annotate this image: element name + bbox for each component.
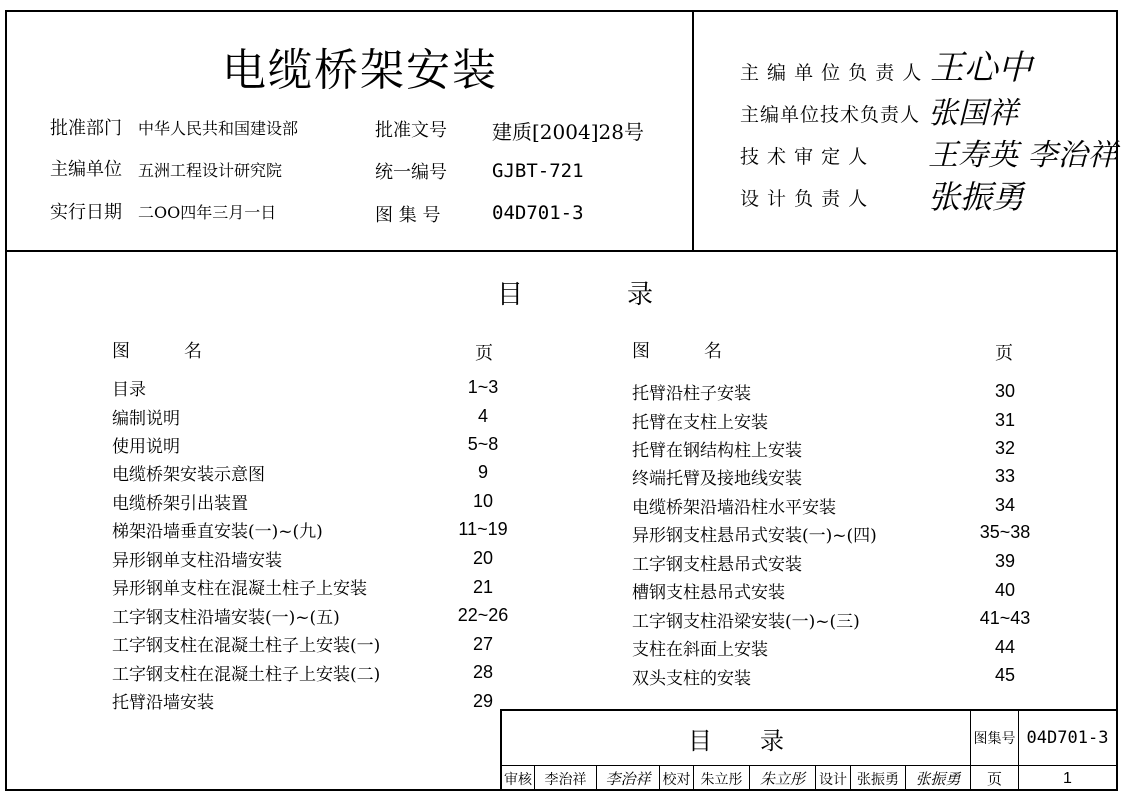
page-label: 页 [986,770,1002,788]
page-title: 电缆桥架安装 [222,45,498,96]
approval-doc-value: 建质[2004]28号 [492,120,644,144]
toc-page: 31 [994,410,1016,430]
toc-item[interactable]: 工字钢支柱沿梁安装(一)~(三) [632,612,860,632]
signature-chief-editor: 王心中 [930,48,1032,88]
toc-page: 29 [472,691,494,711]
toc-item[interactable]: 电缆桥架安装示意图 [112,465,265,485]
toc-item[interactable]: 电缆桥架沿墙沿柱水平安装 [632,498,836,518]
toc-page: 35~38 [979,522,1031,542]
toc-item[interactable]: 编制说明 [112,409,180,429]
title-block-atlas-label: 图集号 [973,731,1016,747]
toc-page: 27 [472,634,494,654]
toc-item[interactable]: 终端托臂及接地线安装 [632,469,802,489]
design-signature: 张振勇 [915,770,961,788]
toc-page: 30 [994,381,1016,401]
toc-page: 34 [994,495,1016,515]
toc-item[interactable]: 使用说明 [112,437,180,457]
toc-item[interactable]: 托臂在支柱上安装 [632,413,768,433]
check-signature: 朱立彤 [759,770,805,788]
check-name: 朱立彤 [700,771,743,788]
toc-item[interactable]: 目录 [112,380,146,400]
toc-page: 28 [472,662,494,682]
signature-technical-reviewer: 王寿英 李治祥 [928,138,1118,173]
review-signature: 李治祥 [605,770,651,788]
header-divider [5,250,1118,252]
effective-date-value: 二OO四年三月一日 [138,203,277,222]
chief-editor-unit-head-label: 主 编 单 位 负 责 人 [740,62,923,84]
page-number: 1 [1063,769,1072,787]
toc-right-name-header: 图 名 [632,341,722,362]
toc-page: 22~26 [457,605,509,625]
toc-item[interactable]: 托臂沿墙安装 [112,693,214,713]
toc-item[interactable]: 工字钢支柱沿墙安装(一)~(五) [112,608,340,628]
toc-page: 4 [477,406,488,426]
review-label: 审核 [504,771,532,788]
editor-unit-value: 五洲工程设计研究院 [138,161,283,180]
technical-reviewer-label: 技 术 审 定 人 [740,146,869,168]
toc-page: 11~19 [458,519,508,539]
title-block-name: 目 录 [688,726,784,755]
toc-item[interactable]: 异形钢支柱悬吊式安装(一)~(四) [632,526,877,546]
approval-dept-value: 中华人民共和国建设部 [138,119,299,138]
unified-number-value: GJBT-721 [492,160,584,182]
signature-design-head: 张振勇 [928,178,1025,216]
toc-title: 目 录 [497,280,654,310]
toc-page: 20 [472,548,494,568]
editor-unit-label: 主编单位 [50,159,122,180]
toc-page: 32 [994,438,1016,458]
header-vertical-divider [692,10,694,251]
toc-item[interactable]: 电缆桥架引出装置 [112,494,248,514]
approval-doc-label: 批准文号 [375,120,447,141]
atlas-number-value: 04D701-3 [492,202,584,224]
toc-page: 41~43 [979,608,1031,628]
atlas-number-label: 图 集 号 [375,205,441,226]
toc-page: 1~3 [467,377,499,397]
design-name: 张振勇 [857,771,899,788]
toc-item[interactable]: 异形钢单支柱沿墙安装 [112,551,282,571]
technical-head-label: 主编单位技术负责人 [740,104,921,126]
toc-left-name-header: 图 名 [112,341,202,362]
toc-page: 10 [472,491,494,511]
toc-page: 40 [994,580,1016,600]
unified-number-label: 统一编号 [375,162,447,183]
approval-dept-label: 批准部门 [50,118,122,139]
toc-item[interactable]: 槽钢支柱悬吊式安装 [632,583,785,603]
toc-page: 44 [994,637,1016,657]
toc-item[interactable]: 工字钢支柱在混凝土柱子上安装(二) [112,665,381,685]
toc-right-page-header: 页 [995,343,1013,364]
toc-left-page-header: 页 [475,343,493,364]
toc-item[interactable]: 工字钢支柱在混凝土柱子上安装(一) [112,636,381,656]
toc-item[interactable]: 工字钢支柱悬吊式安装 [632,555,802,575]
toc-page: 21 [472,577,494,597]
toc-item[interactable]: 托臂沿柱子安装 [632,384,751,404]
toc-item[interactable]: 双头支柱的安装 [632,669,751,689]
toc-item[interactable]: 梯架沿墙垂直安装(一)~(九) [112,522,323,542]
design-head-label: 设 计 负 责 人 [740,188,869,210]
toc-item[interactable]: 托臂在钢结构柱上安装 [632,441,802,461]
signature-technical-head: 张国祥 [928,96,1018,131]
toc-page: 45 [994,665,1016,685]
toc-item[interactable]: 支柱在斜面上安装 [632,640,768,660]
toc-page: 33 [994,466,1016,486]
toc-page: 39 [994,551,1016,571]
review-name: 李治祥 [544,771,587,788]
title-block-atlas-value: 04D701-3 [1026,728,1109,748]
toc-page: 5~8 [467,434,499,454]
design-label: 设计 [819,771,847,788]
toc-item[interactable]: 异形钢单支柱在混凝土柱子上安装 [112,579,367,599]
toc-page: 9 [477,462,488,482]
effective-date-label: 实行日期 [50,202,122,223]
check-label: 校对 [662,771,691,788]
